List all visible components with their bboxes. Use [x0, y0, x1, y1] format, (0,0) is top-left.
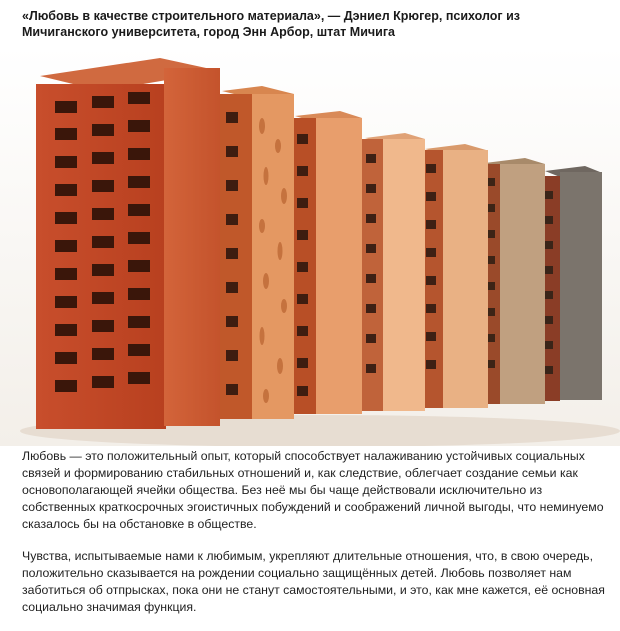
article-caption: «Любовь в качестве строительного материала», — Дэниел Крюгер, психолог из Мичиганского университета, город Энн Арбор, штат Мичига [22, 9, 520, 39]
paragraph: Чувства, испытываемые нами к любимым, укрепляют длительные отношения, что, в свою очередь, положительно сказывается на рождении социально защищённых детей. Любовь позволяет нам заботиться об отпрысках, пока они не станут самостоятельными, и это, как мне кажется, её основная социально значимая функция. [22, 549, 605, 614]
brick-light-orange [420, 144, 488, 408]
article-body [22, 448, 607, 631]
paragraph: Любовь — это положительный опыт, который способствует налаживанию устойчивых социальных связей и формированию стабильных отношений и, как следствие, облегчает создание семьи как основополагающей ячейки общества. Без неё мы бы чаще действовали исключительно из собственных краткосрочных эгоистичных побуждений и соображений личной выгоды, что неминуемо сказалось бы на обстановке в обществе. [22, 449, 604, 531]
bricks-photo [0, 46, 620, 446]
brick-orange [290, 111, 362, 414]
brick-peach [360, 133, 425, 411]
brick-grey [540, 166, 602, 401]
brick-red-front [36, 58, 220, 429]
brick-beige [480, 158, 545, 404]
brick-textured [218, 86, 294, 419]
